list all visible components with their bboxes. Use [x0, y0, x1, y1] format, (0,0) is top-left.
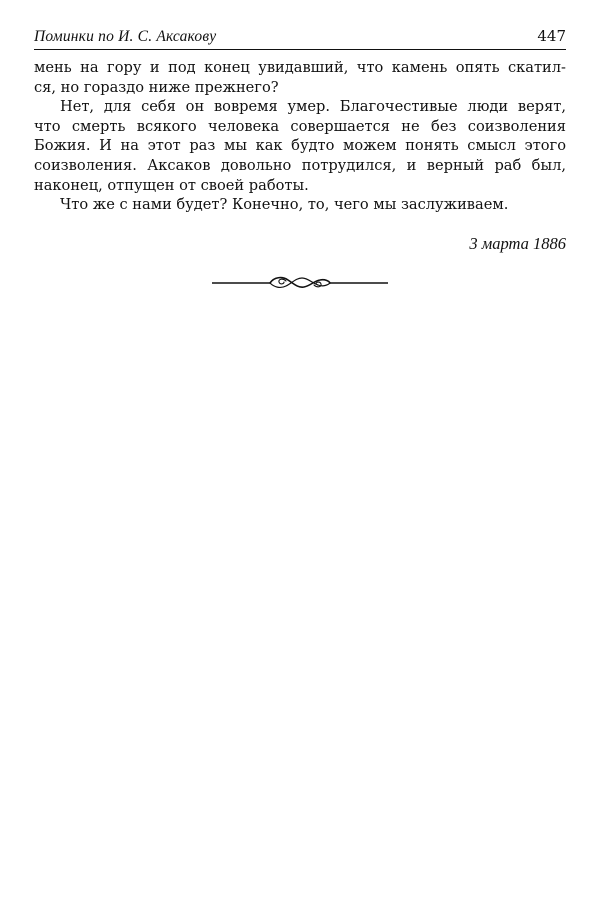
header-rule: [34, 49, 566, 50]
text-line: Что же с нами будет? Конечно, то, чего мы заслуживаем.: [60, 196, 509, 214]
text-line: наконец, отпущен от своей работы.: [34, 176, 309, 194]
date-signature: 3 марта 1886: [469, 234, 566, 253]
text-line: мень на гору и под конец увидавший, что камень опять скатил-: [34, 59, 566, 76]
text-line: Божия. И на этот раз мы как будто можем понять смысл этого: [34, 137, 566, 155]
paragraph: [34, 195, 566, 215]
text-line: соизволения. Аксаков довольно потрудился, и верный раб был,: [34, 156, 566, 174]
running-head: Поминки по И. С. Аксакову: [34, 28, 217, 45]
text-line: ся, но гораздо ниже прежнего?: [34, 78, 279, 96]
paragraph: [34, 58, 566, 97]
flourish-divider-icon: [212, 272, 388, 294]
paragraph: [34, 97, 566, 195]
text-line: что смерть всякого человека совершается не без соизволения: [34, 117, 566, 135]
body-text: [34, 58, 566, 215]
page-number: 447: [537, 27, 566, 45]
text-line: Нет, для себя он вовремя умер. Благочестивые люди верят,: [60, 98, 566, 116]
page-header: [34, 26, 566, 48]
